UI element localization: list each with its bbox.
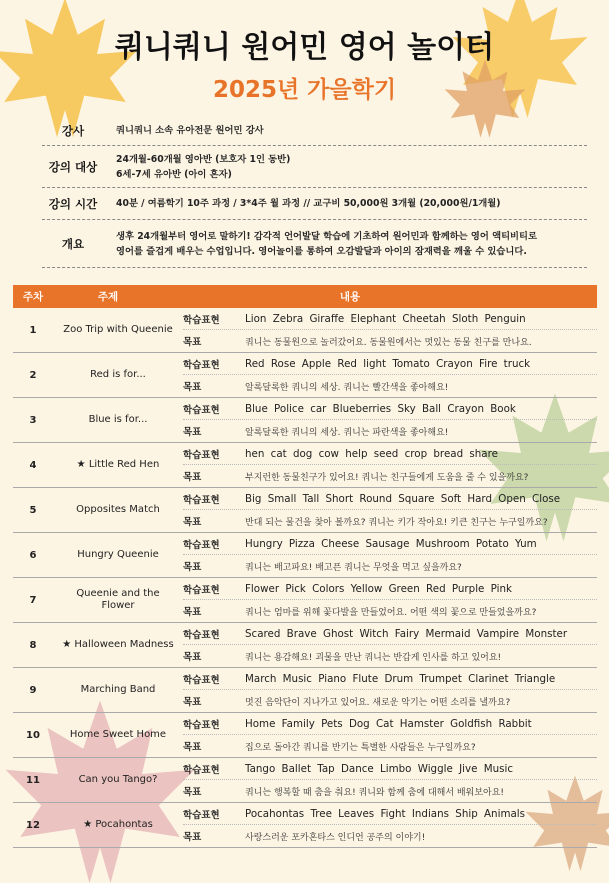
goal-label: 목표 [183, 562, 202, 573]
goal-text: 쿼니는 배고파요! 배고픈 쿼니는 무엇을 먹고 싶을까요? [245, 562, 462, 573]
table-row [13, 308, 597, 353]
week-detail [183, 668, 597, 712]
expression-words: Pocahontas Tree Leaves Fight Indians Ship Animals [245, 807, 526, 820]
expression-label: 학습표현 [183, 359, 220, 371]
week-detail [183, 488, 597, 532]
goal-text: 반대 되는 물건을 찾아 볼까요? 쿼니는 키가 작아요! 키큰 친구는 누구일까요? [245, 517, 548, 528]
info-row-instructor [42, 116, 587, 146]
goal-text: 쿼니는 행복할 때 춤을 춰요! 쿼니와 함께 춤에 대해서 배워보아요! [245, 787, 505, 798]
info-label: 개요 [61, 236, 85, 251]
week-number: 3 [29, 414, 37, 426]
table-row [13, 668, 597, 713]
goal-line [183, 600, 597, 622]
goal-label: 목표 [183, 652, 202, 663]
week-detail [183, 713, 597, 757]
expression-line [183, 668, 597, 690]
week-topic: Opposites Match [76, 504, 160, 515]
expression-label: 학습표현 [183, 314, 220, 326]
info-row-time [42, 188, 587, 220]
goal-text: 알록달록한 쿼니의 세상. 쿼니는 파란색을 좋아해요! [245, 427, 449, 438]
schedule-rows [13, 308, 597, 848]
info-line: 24개월-60개월 영아반 (보호자 1인 동반) [116, 153, 291, 165]
expression-label: 학습표현 [183, 719, 220, 731]
expression-words: March Music Piano Flute Drum Trumpet Clarinet Triangle [245, 672, 556, 685]
expression-label: 학습표현 [183, 809, 220, 821]
expression-label: 학습표현 [183, 629, 220, 641]
week-number: 7 [29, 594, 37, 606]
table-row [13, 398, 597, 443]
expression-label: 학습표현 [183, 404, 220, 416]
expression-words: hen cat dog cow help seed crop bread share [245, 447, 498, 460]
goal-text: 알록달록한 쿼니의 세상. 쿼니는 빨간색을 좋아해요! [245, 382, 449, 393]
expression-line [183, 353, 597, 375]
goal-label: 목표 [183, 382, 202, 393]
table-row [13, 803, 597, 848]
week-detail [183, 443, 597, 487]
goal-label: 목표 [183, 832, 202, 843]
expression-line [183, 488, 597, 510]
expression-line [183, 713, 597, 735]
week-topic: Home Sweet Home [69, 729, 167, 740]
goal-label: 목표 [183, 697, 202, 708]
goal-text: 쿼니는 엄마를 위해 꽃다발을 만들었어요. 어떤 색의 꽃으로 만들었을까요? [245, 607, 537, 618]
info-label: 강의 시간 [48, 196, 98, 211]
goal-label: 목표 [183, 427, 202, 438]
info-label: 강사 [61, 123, 85, 138]
course-info [42, 116, 587, 268]
week-topic: Blue is for... [88, 414, 148, 425]
expression-words: Blue Police car Blueberries Sky Ball Crayon Book [245, 402, 516, 415]
goal-text: 집으로 돌아간 쿼니를 반기는 특별한 사람들은 누구일까요? [245, 742, 476, 753]
expression-line [183, 623, 597, 645]
expression-line [183, 803, 597, 825]
semester-subtitle: 2025년 가을학기 [212, 77, 397, 103]
expression-line [183, 758, 597, 780]
goal-text: 멋진 음악단이 지나가고 있어요. 새로운 악기는 어떤 소리를 낼까요? [245, 697, 511, 708]
goal-text: 쿼니는 용감해요! 괴물을 만난 쿼니는 반갑게 인사를 하고 있어요! [245, 652, 502, 663]
goal-label: 목표 [183, 472, 202, 483]
expression-line [183, 533, 597, 555]
week-topic: Can you Tango? [78, 774, 158, 785]
info-line: 생후 24개월부터 영어로 말하기! 감각적 언어발달 학습에 기초하여 원어민과 함께하는 영어 액티비티로 [116, 230, 537, 242]
table-row [13, 443, 597, 488]
expression-words: Flower Pick Colors Yellow Green Red Purple Pink [245, 582, 512, 595]
expression-line [183, 398, 597, 420]
goal-line [183, 825, 597, 847]
info-line: 40분 / 여름학기 10주 과정 / 3*4주 월 과정 // 교구비 50,000원 3개월 (20,000원/1개월) [116, 198, 501, 209]
week-topic: Red is for... [90, 369, 146, 380]
week-topic: Queenie and the Flower [76, 588, 160, 611]
week-detail [183, 803, 597, 847]
week-detail [183, 308, 597, 352]
goal-label: 목표 [183, 787, 202, 798]
header-content: 내용 [339, 291, 361, 303]
week-topic: Zoo Trip with Queenie [63, 324, 173, 335]
goal-text: 쿼니는 동물원으로 놀러갔어요. 동물원에서는 멋있는 동물 친구를 만나요. [245, 337, 532, 348]
goal-text: 부지런한 동물친구가 있어요! 쿼니는 친구들에게 도움을 줄 수 있을까요? [245, 472, 529, 483]
week-detail [183, 398, 597, 442]
week-number: 8 [29, 639, 37, 651]
goal-line [183, 555, 597, 577]
table-row [13, 533, 597, 578]
goal-line [183, 420, 597, 442]
expression-words: Scared Brave Ghost Witch Fairy Mermaid Vampire Monster [245, 627, 568, 640]
week-topic: Marching Band [80, 684, 156, 695]
goal-line [183, 465, 597, 487]
expression-words: Big Small Tall Short Round Square Soft Hard Open Close [245, 492, 561, 505]
goal-line [183, 735, 597, 757]
week-detail [183, 533, 597, 577]
week-topic: ★ Little Red Hen [76, 459, 160, 470]
page-title: 쿼니쿼니 원어민 영어 놀이터 [114, 30, 495, 65]
goal-label: 목표 [183, 517, 202, 528]
expression-label: 학습표현 [183, 449, 220, 461]
week-number: 6 [29, 549, 37, 561]
goal-label: 목표 [183, 337, 202, 348]
expression-words: Lion Zebra Giraffe Elephant Cheetah Sloth Penguin [245, 312, 526, 325]
week-number: 1 [29, 324, 37, 336]
expression-label: 학습표현 [183, 584, 220, 596]
info-value [104, 152, 587, 182]
table-row [13, 758, 597, 803]
info-line: 6세-7세 유아반 (아이 혼자) [116, 168, 232, 180]
expression-label: 학습표현 [183, 674, 220, 686]
goal-line [183, 690, 597, 712]
table-row [13, 353, 597, 398]
expression-words: Home Family Pets Dog Cat Hamster Goldfish Rabbit [245, 717, 532, 730]
week-number: 2 [29, 369, 37, 381]
expression-label: 학습표현 [183, 539, 220, 551]
week-number: 12 [26, 819, 40, 831]
info-value [104, 229, 587, 259]
week-topic: Hungry Queenie [77, 549, 159, 560]
goal-line [183, 510, 597, 532]
week-topic: ★ Pocahontas [83, 819, 153, 830]
expression-words: Red Rose Apple Red light Tomato Crayon Fire truck [245, 357, 531, 370]
info-row-overview [42, 220, 587, 268]
week-topic: ★ Halloween Madness [62, 639, 174, 650]
schedule-table [13, 285, 597, 848]
info-value [104, 196, 587, 211]
info-label: 강의 대상 [48, 159, 98, 174]
header-week: 주차 [22, 291, 44, 303]
goal-line [183, 780, 597, 802]
expression-line [183, 578, 597, 600]
week-number: 4 [29, 459, 37, 471]
week-number: 5 [29, 504, 37, 516]
info-value [104, 123, 587, 138]
week-detail [183, 353, 597, 397]
goal-text: 사랑스러운 포카혼타스 인디언 공주의 이야기! [245, 832, 426, 843]
table-row [13, 488, 597, 533]
goal-line [183, 645, 597, 667]
expression-words: Tango Ballet Tap Dance Limbo Wiggle Jive Music [245, 762, 513, 775]
expression-label: 학습표현 [183, 764, 220, 776]
table-row [13, 623, 597, 668]
info-line: 쿼니쿼니 소속 유아전문 원어민 강사 [116, 125, 264, 136]
expression-line [183, 308, 597, 330]
week-detail [183, 578, 597, 622]
goal-label: 목표 [183, 607, 202, 618]
table-row [13, 713, 597, 758]
goal-line [183, 375, 597, 397]
week-detail [183, 758, 597, 802]
table-row [13, 578, 597, 623]
info-row-target [42, 146, 587, 188]
header-topic: 주제 [97, 291, 119, 303]
info-line: 영어를 즐겁게 배우는 수업입니다. 영어놀이를 통하여 오감발달과 아이의 잠재력을 깨울 수 있습니다. [116, 245, 527, 257]
week-number: 10 [26, 729, 40, 741]
week-number: 9 [29, 684, 37, 696]
expression-line [183, 443, 597, 465]
goal-line [183, 330, 597, 352]
week-number: 11 [26, 774, 40, 786]
week-detail [183, 623, 597, 667]
goal-label: 목표 [183, 742, 202, 753]
expression-words: Hungry Pizza Cheese Sausage Mushroom Potato Yum [245, 537, 537, 550]
expression-label: 학습표현 [183, 494, 220, 506]
schedule-header [13, 285, 597, 308]
